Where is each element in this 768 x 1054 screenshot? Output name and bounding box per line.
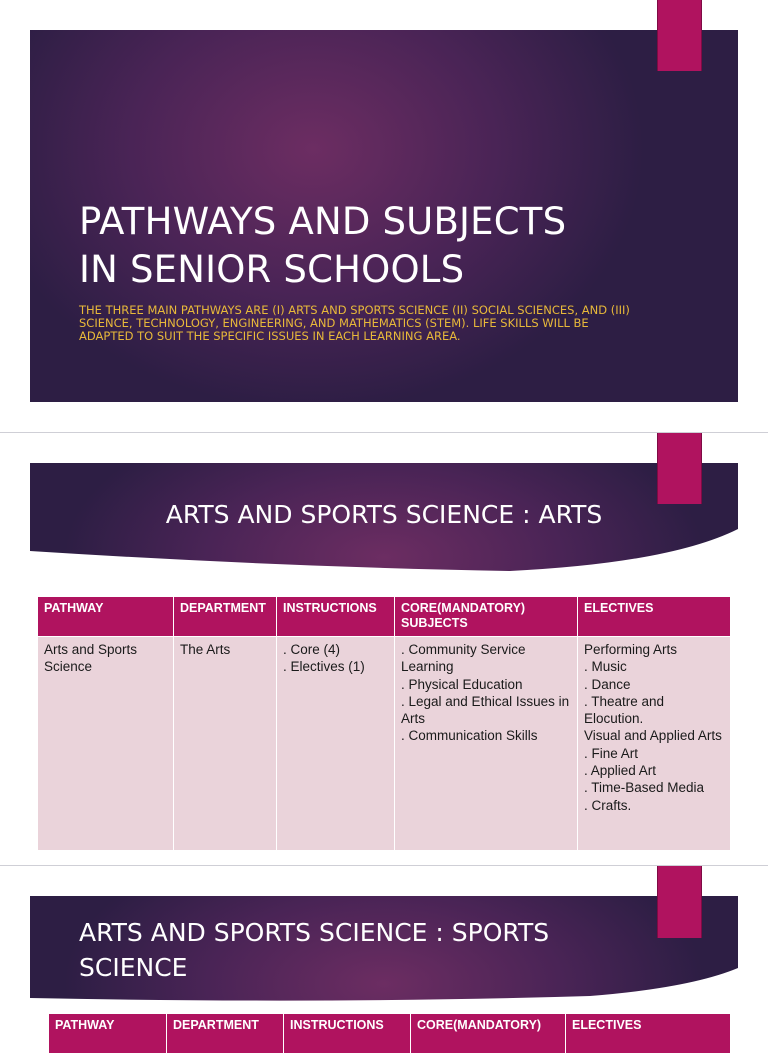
slide-separator [0,865,768,866]
list-item: . Electives (1) [283,659,365,675]
cell-electives [578,637,731,851]
accent-tab [657,433,702,504]
list-item: Performing Arts [584,642,678,657]
list-item: . Fine Art [584,745,639,761]
list-item: . Applied Art [584,763,657,779]
slide-title-line-1: ARTS AND SPORTS SCIENCE : SPORTS [79,918,550,947]
header-electives: ELECTIVES [578,597,731,637]
list-item: . Legal and Ethical Issues in Arts [401,693,570,727]
list-item: . Core (4) [283,642,341,657]
title-slide [30,30,738,402]
header-instructions: INSTRUCTIONS [284,1014,411,1054]
slide-title: ARTS AND SPORTS SCIENCE : ARTS [165,500,603,529]
accent-tab [657,0,702,71]
list-item: . Time-Based Media [584,780,705,796]
header-department: DEPARTMENT [167,1014,284,1054]
header-instructions: INSTRUCTIONS [277,597,395,637]
slide-title [79,198,679,294]
header-electives: ELECTIVES [566,1014,731,1054]
list-item: . Physical Education [401,676,523,692]
slide-title-line-2: IN SENIOR SCHOOLS [79,248,465,291]
header-core-subjects: CORE(MANDATORY) SUBJECTS [395,597,578,637]
cell-core-subjects [395,637,578,851]
pathway-table [48,1013,731,1054]
pathway-table [37,596,731,851]
slide-subtitle: THE THREE MAIN PATHWAYS ARE (I) ARTS AND SPORTS SCIENCE (II) SOCIAL SCIENCES, AND (III) SCIENCE, TECHNOLOGY, ENGINEERING, AND MATHEMATICS (STEM). LIFE SKILLS WILL BE ADAPTED TO SUIT THE SPECIFIC ISSUES IN EACH LEARNING AREA. [79,303,630,343]
header-pathway: PATHWAY [49,1014,167,1054]
list-item: . Dance [584,676,631,692]
table-row [38,637,731,851]
cell-pathway: Arts and Sports Science [38,637,174,851]
list-item: . Music [584,659,627,675]
header-core-subjects: CORE(MANDATORY) [411,1014,566,1054]
cell-department: The Arts [174,637,277,851]
list-item: . Communication Skills [401,728,538,744]
list-item: . Theatre and Elocution. [584,693,665,727]
slide-title-line-2: SCIENCE [79,953,188,982]
slide-title [79,915,679,985]
accent-tab [657,866,702,938]
list-item: . Crafts. [584,797,632,813]
cell-instructions [277,637,395,851]
slide-separator [0,432,768,433]
slide-header-banner [30,896,738,1006]
list-item: . Community Service Learning [401,642,526,675]
list-item: Visual and Applied Arts [584,728,722,744]
header-pathway: PATHWAY [38,597,174,637]
slide-header-banner [30,463,738,581]
header-department: DEPARTMENT [174,597,277,637]
slide-title-line-1: PATHWAYS AND SUBJECTS [79,200,567,243]
